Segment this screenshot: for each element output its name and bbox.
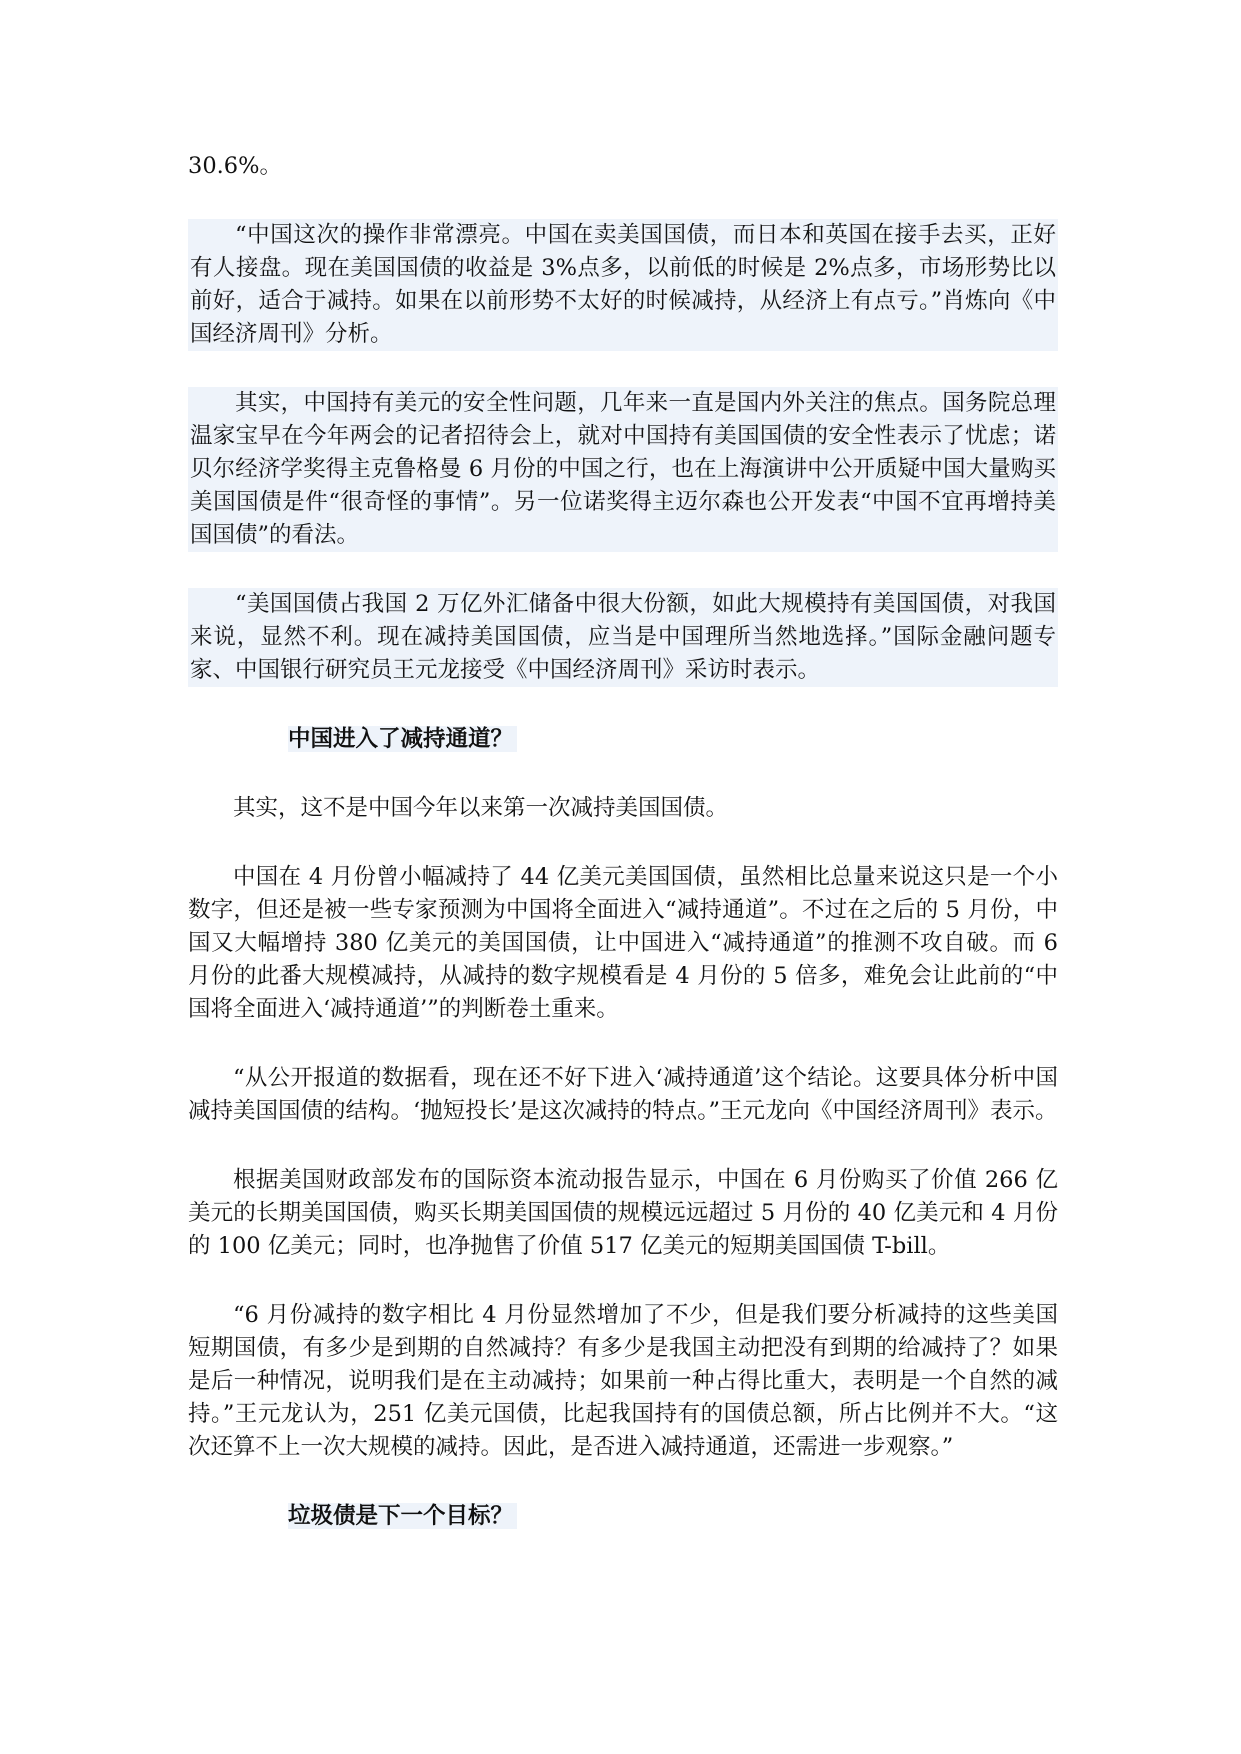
paragraph-quote-wang-yuanlong: “美国国债占我国 2 万亿外汇储备中很大份额，如此大规模持有美国国债，对我国来说，显然不利。现在减持美国国债，应当是中国理所当然地选择。”国际金融问题专家、中国银行研究员王元龙接受《中国经济周刊》采访时表示。 (188, 588, 1058, 687)
paragraph-treasury-report: 根据美国财政部发布的国际资本流动报告显示，中国在 6 月份购买了价值 266 亿美元的长期美国国债，购买长期美国国债的规模远远超过 5 月份的 40 亿美元和 4 月份的 100 亿美元；同时，也净抛售了价值 517 亿美元的短期美国国债 T-bill。 (188, 1167, 1058, 1259)
paragraph-structure-analysis: “从公开报道的数据看，现在还不好下进入‘减持通道’这个结论。这要具体分析中国减持美国国债的结构。‘抛短投长’是这次减持的特点。”王元龙向《中国经济周刊》表示。 (188, 1065, 1058, 1124)
paragraph-safety-concern: 其实，中国持有美元的安全性问题，几年来一直是国内外关注的焦点。国务院总理温家宝早在今年两会的记者招待会上，就对中国持有美国国债的安全性表示了忧虑；诺贝尔经济学奖得主克鲁格曼 6 月份的中国之行，也在上海演讲中公开质疑中国大量购买美国国债是件“很奇怪的事情”。另一位诺奖得主迈尔森也公开发表“中国不宜再增持美国国债”的看法。 (188, 387, 1058, 552)
paragraph-not-first-time: 其实，这不是中国今年以来第一次减持美国国债。 (233, 795, 729, 821)
section-heading-reduction-channel: 中国进入了减持通道？ (188, 723, 1058, 756)
paragraph-quote-xiao-lian: “中国这次的操作非常漂亮。中国在卖美国国债，而日本和英国在接手去买，正好有人接盘。现在美国国债的收益是 3%点多，以前低的时候是 2%点多，市场形势比以前好，适合于减持。如果在以前形势不太好的时候减持，从经济上有点亏。”肖炼向《中国经济周刊》分析。 (188, 219, 1058, 351)
paragraph-natural-reduction: “6 月份减持的数字相比 4 月份显然增加了不少，但是我们要分析减持的这些美国短期国债，有多少是到期的自然减持？有多少是我国主动把没有到期的给减持了？如果是后一种情况，说明我们是在主动减持；如果前一种占得比重大，表明是一个自然的减持。”王元龙认为，251 亿美元国债，比起我国持有的国债总额，所占比例并不大。“这次还算不上一次大规模的减持。因此，是否进入减持通道，还需进一步观察。” (188, 1302, 1058, 1460)
section-heading-junk-bonds: 垃圾债是下一个目标？ (188, 1500, 1058, 1533)
document-page (188, 150, 1058, 1569)
paragraph-april-may-history: 中国在 4 月份曾小幅减持了 44 亿美元美国国债，虽然相比总量来说这只是一个小数字，但还是被一些专家预测为中国将全面进入“减持通道”。不过在之后的 5 月份，中国又大幅增持 380 亿美元的美国国债，让中国进入“减持通道”的推测不攻自破。而 6 月份的此番大规模减持，从减持的数字规模看是 4 月份的 5 倍多，难免会让此前的“中国将全面进入‘减持通道’”的判断卷土重来。 (188, 864, 1058, 1022)
paragraph-percentage: 30.6%。 (188, 153, 282, 179)
